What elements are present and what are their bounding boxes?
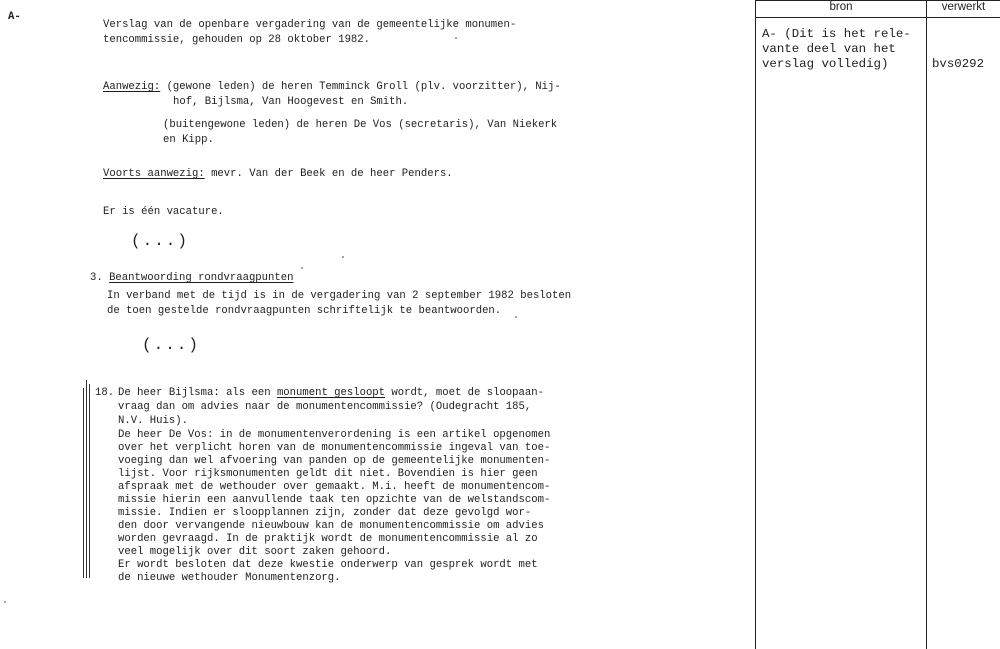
response-line: missie. Indien er sloopplannen zijn, zonder dat deze gevolgd wor-: [118, 507, 532, 519]
column-header-verwerkt: verwerkt: [941, 1, 986, 13]
item-18-question-start: De heer Bijlsma: als een: [118, 387, 277, 399]
scan-speck: [4, 601, 6, 603]
scan-speck: [301, 267, 303, 269]
item-18-number: 18.: [95, 387, 115, 399]
response-line: afspraak met de wethouder over gemaakt. M.i. heeft de monumentencom-: [118, 481, 551, 493]
response-line: den door vervangende nieuwbouw kan de monumentencommissie om advies: [118, 520, 544, 532]
vacancy-note: Er is één vacature.: [103, 206, 224, 218]
response-line: lijst. Voor rijksmonumenten geldt dit niet. Bovendien is hier geen: [118, 468, 538, 480]
scan-speck: [515, 316, 517, 318]
attendees-label: Aanwezig:: [103, 81, 161, 93]
response-line: de nieuwe wethouder Monumentenzorg.: [118, 572, 341, 584]
source-note-line-2: vante deel van het: [762, 42, 896, 56]
attendees-line-3: (buitengewone leden) de heren De Vos (secretaris), Van Niekerk: [163, 119, 558, 131]
attendees-line-2: hof, Bijlsma, Van Hoogevest en Smith.: [173, 96, 409, 108]
response-line: missie hierin een aanvullende taak ten opzichte van de welstandscom-: [118, 494, 551, 506]
scan-speck: [455, 37, 457, 39]
item-3-text-line-1: In verband met de tijd is in de vergadering van 2 september 1982 besloten: [107, 290, 572, 302]
report-title-line-1: Verslag van de openbare vergadering van de gemeentelijke monumen-: [103, 19, 517, 31]
item-18-question-end: wordt, moet de sloopaan-: [385, 387, 544, 399]
also-present: [103, 167, 453, 182]
table-border-left: [755, 0, 756, 649]
response-line: Er wordt besloten dat deze kwestie onderwerp van gesprek wordt met: [118, 559, 538, 571]
omission-ellipsis-1: (...): [131, 232, 190, 250]
attendees-line-4: en Kipp.: [163, 134, 214, 146]
margin-mark: [89, 384, 90, 578]
processed-code: bvs0292: [932, 57, 985, 71]
item-18-question-emphasis: monument gesloopt: [276, 387, 386, 399]
item-3-title: Beantwoording rondvraagpunten: [109, 272, 294, 284]
source-note-line-3: verslag volledig): [762, 57, 889, 71]
response-line: De heer De Vos: in de monumentenverordening is een artikel opgenomen: [118, 429, 551, 441]
item-18-question-line-2: vraag dan om advies naar de monumentencommissie? (Oudegracht 185,: [118, 401, 532, 413]
attendees-line-1: [103, 80, 561, 95]
item-18-question-line-3: N.V. Huis).: [118, 415, 188, 427]
omission-ellipsis-2: (...): [142, 336, 201, 354]
item-3-number: 3.: [90, 272, 103, 284]
scan-speck: [342, 256, 344, 258]
report-title-line-2: tencommissie, gehouden op 28 oktober 1982.: [103, 34, 371, 46]
item-18-question-line-1: [118, 386, 544, 401]
response-line: over het verplicht horen van de monumentencommissie ingeval van toe-: [118, 442, 551, 454]
response-line: voeging dan wel afvoering van panden op de gemeentelijke monumenten-: [118, 455, 551, 467]
table-header-bottom: [755, 17, 1000, 18]
column-header-bron: bron: [829, 1, 853, 13]
table-column-divider: [926, 0, 927, 649]
also-present-names: mevr. Van der Beek en de heer Penders.: [204, 168, 453, 180]
section-marker: A-: [8, 11, 21, 23]
response-line: veel mogelijk over dit soort zaken gehoord.: [118, 546, 392, 558]
also-present-label: Voorts aanwezig:: [103, 168, 205, 180]
item-3-heading: [90, 271, 293, 286]
margin-mark: [83, 388, 84, 578]
attendees-regular-members: (gewone leden) de heren Temminck Groll (plv. voorzitter), Nij-: [160, 81, 561, 93]
margin-mark: [86, 380, 87, 578]
item-3-text-line-2: de toen gestelde rondvraagpunten schriftelijk te beantwoorden.: [107, 305, 502, 317]
response-line: worden gevraagd. In de praktijk wordt de monumentencommissie al zo: [118, 533, 538, 545]
source-note-line-1: A- (Dit is het rele-: [762, 27, 911, 41]
